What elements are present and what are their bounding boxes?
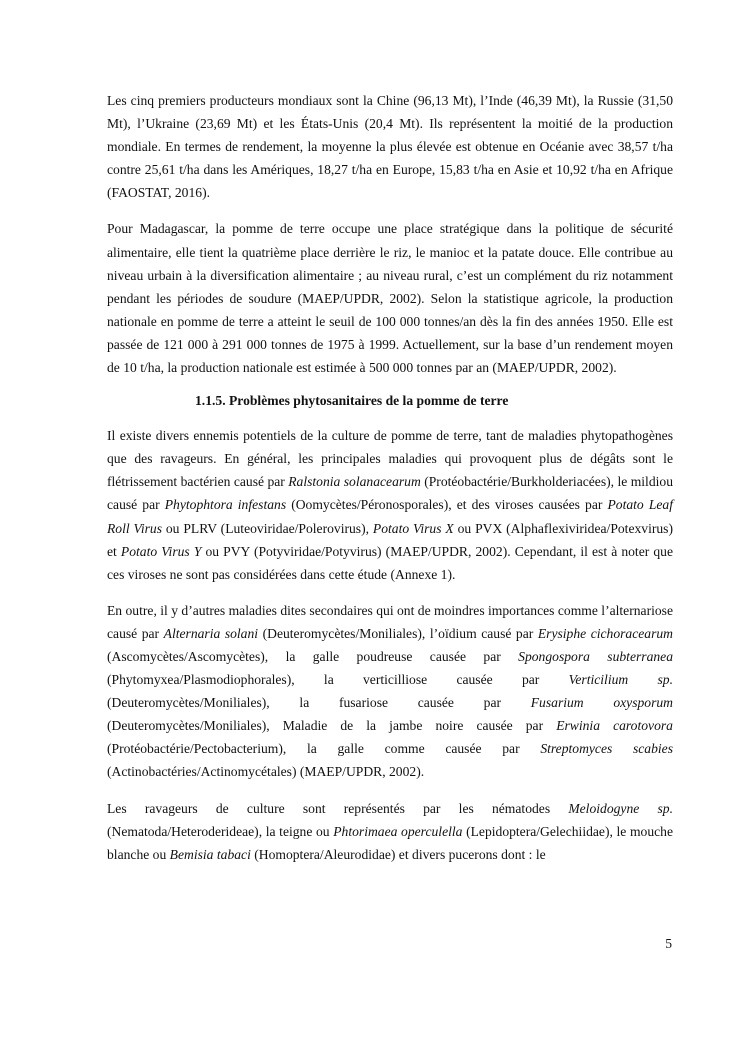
paragraph-main-diseases: Il existe divers ennemis potentiels de la culture de pomme de terre, tant de maladies phytopathogènes que des ravageurs. En général, les principales maladies qui provoquent plus de dégâts sont le flétrissement bactérien causé par Ralstonia solanacearum (Protéobactérie/Burkholderiacées), le mildiou causé par Phytophtora infestans (Oomycètes/Péronosporales), et des viroses causées par Potato Leaf Roll Virus ou PLRV (Luteoviridae/Polerovirus), Potato Virus X ou PVX (Alphaflexiviridea/Potexvirus) et Potato Virus Y ou PVY (Potyviridae/Potyvirus) (MAEP/UPDR, 2002). Cependant, il est à noter que ces viroses ne sont pas considérées dans cette étude (Annexe 1). bbox=[107, 428, 674, 582]
paragraph-pests: Les ravageurs de culture sont représentés par les nématodes Meloidogyne sp. (Nematoda/Heteroderideae), la teigne ou Phtorimaea operculella (Lepidoptera/Gelechiidae), le mouche blanche ou Bemisia tabaci (Homoptera/Aleurodidae) et divers pucerons dont : le bbox=[107, 800, 673, 862]
page-number: 5 bbox=[665, 936, 672, 951]
section-heading: 1.1.5. Problèmes phytosanitaires de la pomme de terre bbox=[195, 393, 509, 409]
paragraph-madagascar: Pour Madagascar, la pomme de terre occupe une place stratégique dans la politique de sécurité alimentaire, elle tient la quatrième place derrière le riz, le manioc et la patate douce. Elle contribue au niveau urbain à la diversification alimentaire ; au niveau rural, c’est un complément du riz notamment pendant les périodes de soudure (MAEP/UPDR, 2002). Selon la statistique agricole, la production nationale en pomme de terre a atteint le seuil de 100 000 tonnes/an dès la fin des années 1950. Elle est passée de 121 000 à 291 000 tonnes de 1975 à 1999. Actuellement, sur la base d’un rendement moyen de 10 t/ha, la production nationale est estimée à 500 000 tonnes par an (MAEP/UPDR, 2002). bbox=[107, 221, 673, 376]
paragraph-world-producers: Les cinq premiers producteurs mondiaux sont la Chine (96,13 Mt), l’Inde (46,39 Mt), la Russie (31,50 Mt), l’Ukraine (23,69 Mt) et les États-Unis (20,4 Mt). Ils représentent la moitié de la production mondiale. En termes de rendement, la moyenne la plus élevée est obtenue en Océanie avec 38,57 t/ha contre 25,61 t/ha dans les Amériques, 18,27 t/ha en Europe, 15,83 t/ha en Asie et 10,92 t/ha en Afrique (FAOSTAT, 2016). bbox=[107, 93, 673, 201]
document-page bbox=[107, 89, 673, 866]
paragraph-secondary-diseases: En outre, il y d’autres maladies dites secondaires qui ont de moindres importances comme l’alternariose causé par Alternaria solani (Deuteromycètes/Moniliales), l’oïdium causé par Erysiphe cichoracearum (Ascomycètes/Ascomycètes), la galle poudreuse causée par Spongospora subterranea (Phytomyxea/Plasmodiophorales), la verticilliose causée par Verticilium sp. (Deuteromycètes/Moniliales), la fusariose causée par Fusarium oxysporum (Deuteromycètes/Moniliales), Maladie de la jambe noire causée par Erwinia carotovora (Protéobactérie/Pectobacterium), la galle comme causée par Streptomyces scabies (Actinobactéries/Actinomycétales) (MAEP/UPDR, 2002). bbox=[107, 602, 674, 780]
